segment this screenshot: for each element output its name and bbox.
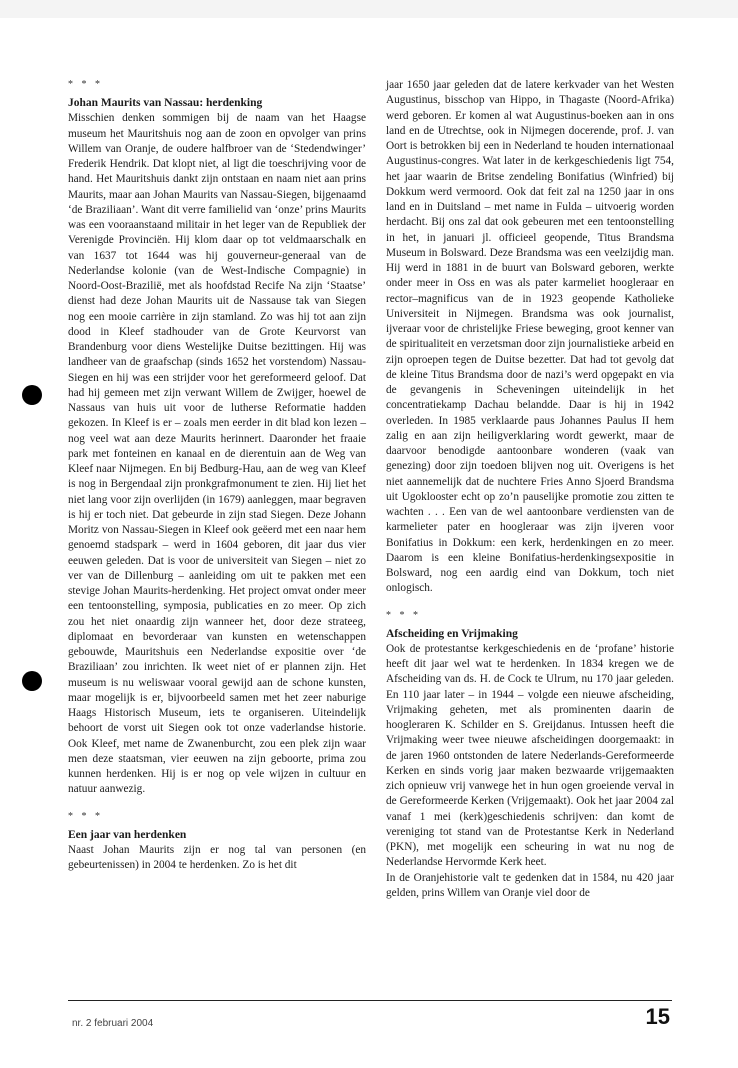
- section-divider: * * *: [68, 79, 103, 90]
- section-body-oranjehistorie: In de Oranjehistorie valt te gedenken dat in 1584, nu 420 jaar gelden, prins Willem van Oranje viel door de: [386, 871, 674, 899]
- page-top-edge: [0, 0, 738, 18]
- footer-rule: [68, 1000, 672, 1001]
- section-divider: * * *: [68, 810, 103, 822]
- section-heading-jaar-van-herdenken: Een jaar van herdenken: [68, 828, 187, 841]
- continued-body-text: jaar 1650 jaar geleden dat de latere kerkvader van het Westen Augustinus, bisschop van Hippo, in Thagaste (Noord-Afrika) werd geboren. Er komen al wat Augustinus-boeken aan in ons land en de Utrechtse, ook in Nijmegen docerende, prof. J. van Oort is betrokken bij een in Nederland te houden internationaal Augustinus-congres. Wat later in de kerkgeschiedenis ligt 754, het jaar waarin de Britse zendeling Bonifatius (Winfried) bij Dokkum werd vermoord. Ook dat feit zal na 1250 jaar in ons land en in Duitsland – met name in Fulda – uitvoerig worden herdacht. Bij ons zal dat ook gebeuren met een tentoonstelling in het, in januari jl. officieel geopende, Titus Brandsma Museum in Bolsward. Deze Brandsma was een veelzijdig man. Hij werd in 1881 in de buurt van Bolsward geboren, werkte onder meer in Oss en was als pater karmeliet hoogleraar en rector–magnificus van de in 1923 geopende Katholieke Universiteit in Nijmegen. Brandsma was ook journalist, ijveraar voor de christelijke Friese beweging, groot kenner van de spiritualiteit en verzetsman door zijn journalistieke arbeid en zijn oproepen tegen de Duitse bezetter. Dat had tot gevolg dat de kleine Titus Brandsma door de nazi’s werd opgepakt en via de gevangenis in Scheveningen uiteindelijk in het concentratiekamp Dachau belandde. Daar is hij in 1942 overleden. In 1985 verklaarde paus Johannes Paulus II hem zalig en aan zijn heiligverklaring wordt gewerkt, maar de daarvoor benodigde aantoonbare wonderen (vaak van genezing) door zijn toedoen blijven nog uit. Overigens is het niet aannemelijk dat de nuchtere Fries Anno Sjoerd Brandsma uit Ugoklooster echt op zo’n pauselijke promotie zou zitten te wachten . . . Een van de wel aantoonbare verdiensten van de karmelieter pater en hoogleraar was zijn ijveren voor Bonifatius in Dokkum: een kerk, herdenkingen en zo meer. Daarom is een kleine Bonifatius-herdenkingsexpositie in Bolsward, nog een aardig eind van Dokkum, toch niet onlogisch.: [386, 79, 674, 595]
- binder-hole-top: [22, 385, 42, 405]
- section-body-afscheiding: Ook de protestantse kerkgeschiedenis en de ‘profane’ historie heeft dit jaar wel wat te herdenken. In 1834 kregen we de Afscheiding van ds. H. de Cock te Ulrum, nu 170 jaar geleden. En 110 jaar later – in 1944 – volgde een nieuwe afscheiding, Vrijmaking geheten, met als prominenten daarin de hoogleraren K. Schilder en S. Greijdanus. Intussen heeft die Vrijmaking weer twee nieuwe afscheidingen doorgemaakt: in de jaren 1960 ontstonden de latere Nederlands-Gereformeerde Kerken en sinds vorig jaar maken bezwaarde vrijgemaakten zich opnieuw vrij vanwege het in hun ogen groeiende verval in de Gereformeerde Kerken (Vrijgemaakt). Ook het jaar 2004 zal vanaf 1 mei (kerk)geschiedenis schrijven: dan komt de vereniging tot stand van de Protestantse Kerk in Nederland (PKN), met mogelijk een scheuring in wat nu nog de Nederlandse Hervormde Kerk heet.: [386, 642, 674, 869]
- page-number: 15: [645, 1004, 670, 1029]
- section-heading-johan-maurits: Johan Maurits van Nassau: herdenking: [68, 97, 263, 109]
- footer-issue-date: nr. 2 februari 2004: [72, 1018, 154, 1029]
- right-column: [386, 78, 674, 901]
- section-body-johan-maurits: Misschien denken sommigen bij de naam van het Haagse museum het Mauritshuis nog aan de zoon en opvolger van prins Willem van Oranje, de oudere halfbroer van de ‘Stedendwinger’ Frederik Hendrik. Dat klopt niet, al ligt die toeschrijving voor de hand. Het Mauritshuis dankt zijn ontstaan en naam niet aan prins Maurits, maar aan Johan Maurits van Nassau-Siegen, bijgenaamd ‘de Braziliaan’. Want dit verre familielid van ‘onze’ prins Maurits was een vooraanstaand militair in het leger van de Republiek der Verenigde Provinciën. Hij klom daar op tot veldmaarschalk en van 1637 tot 1644 was hij gouverneur-generaal van de Nederlandse kolonie (van de West-Indische Compagnie) in Noord-Oost-Brazilië, met als hoofdstad Recife Na zijn ‘Staatse’ dienst had deze Johan Maurits uit de Nassause tak van Siegen nog een mooie carrière in zijn stamland. Zo was hij tot aan zijn dood in Kleef stadhouder van de Grote Keurvorst van Brandenburg voor diens Westelijke Duitse bezittingen. Hij was landheer van de graafschap (sinds 1652 het vorstendom) Nassau-Siegen en hij was een strijder voor het gereformeerd geloof. Dat had hij gemeen met zijn verwant Willem de Zwijger, hoewel de Nassaus van huis uit voor de lutherse Reformatie hadden gekozen. In Kleef is er – zoals men eerder in dit blad kon lezen – nog veel wat aan deze Maurits herinnert. Daaronder het fraaie park met fonteinen en kanaal en de dierentuin aan de Weg van Kleef naar Nijmegen. En bij Bedburg-Hau, aan de weg van Kleef is nog in Bergendaal zijn pronkgrafmonument te zien. Hij liet het niet lang voor zijn overlijden (in 1679) aanleggen, maar begraven is hij er toch niet. Dat gebeurde in zijn stad Siegen. Deze Johann Moritz von Nassau-Siegen in Kleef ook geëerd met een naar hem genoemd stadspark – werd in 1604 geboren, dit jaar dus vier eeuwen geleden. Dat is voor de universiteit van Siegen – niet zo ver van de Dillenburg – aanleiding om uit te pakken met een stevige Johan Maurits-herdenking. Het project omvat onder meer een tentoonstelling, symposia, publicaties en zo meer. Op zich zou het niet onaardig zijn wanneer het, door deze strateeg, diplomaat en bevorderaar van kunsten en wetenschappen gebouwde, Mauritshuis een Nederlandse expositie over ‘de Braziliaan’ zou inrichten. Ik weet niet of er plannen zijn. Het museum is nu weliswaar vooral gewijd aan de schone kunsten, maar mogelijk is er, bijvoorbeeld samen met het zeer naburige Haags Historisch Museum, iets te organiseren. Uiteindelijk behoort de vorst uit Siegen ook tot onze vaderlandse historie. Ook Kleef, met name de Zwanenburcht, zou een plek zijn waar men deze staatsman, vier eeuwen na zijn geboorte, prima zou kunnen herdenken. Hij is er nog op vele wijzen in cultuur en natuur aanwezig.: [68, 112, 366, 796]
- binder-hole-bottom: [22, 671, 42, 691]
- section-heading-afscheiding: Afscheiding en Vrijmaking: [386, 627, 518, 640]
- section-body-jaar-van-herdenken: Naast Johan Maurits zijn er nog tal van personen (en gebeurtenissen) in 2004 te herdenken. Zo is het dit: [68, 843, 366, 871]
- section-divider: * * *: [386, 609, 421, 621]
- left-column: [68, 78, 366, 873]
